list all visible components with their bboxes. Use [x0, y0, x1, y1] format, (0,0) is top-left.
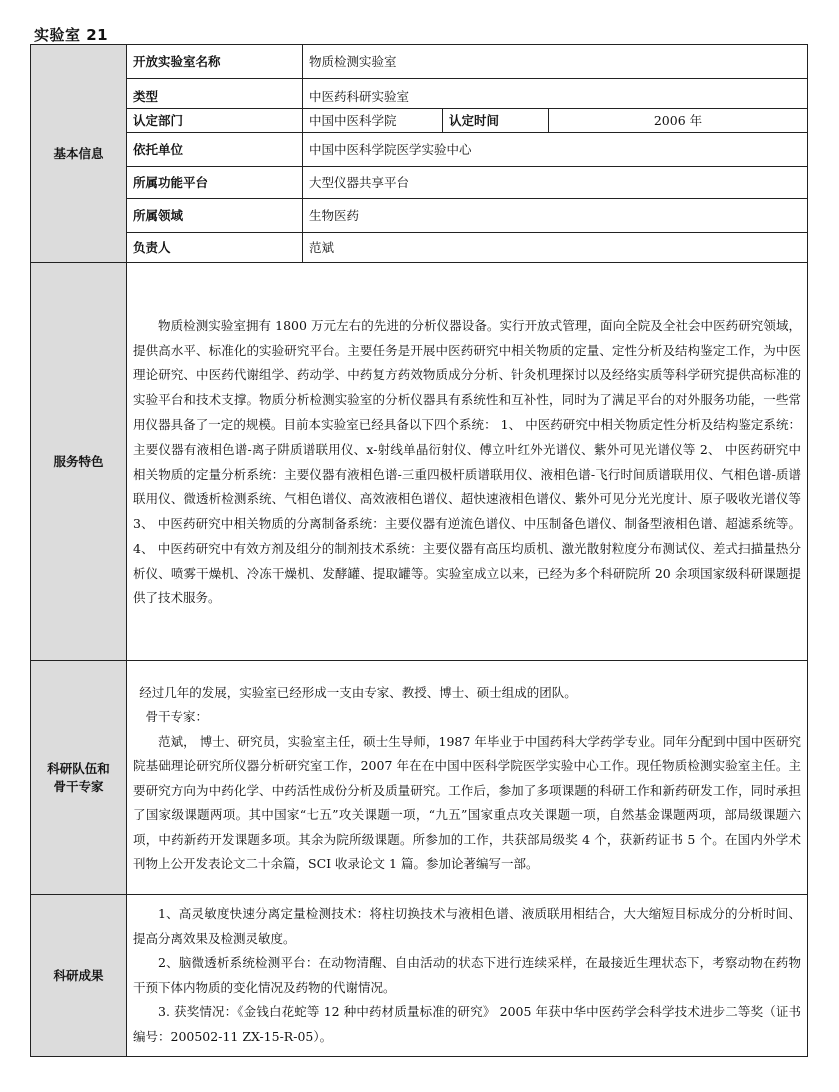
- name-label: 开放实验室名称: [127, 45, 303, 79]
- service-cell: [127, 263, 808, 661]
- row-field: [31, 199, 808, 233]
- page-title: 实验室 21: [34, 26, 109, 44]
- field-value: 生物医药: [303, 199, 808, 233]
- row-name: [31, 45, 808, 79]
- leader-label: 负责人: [127, 233, 303, 263]
- result-item: 3. 获奖情况：《金钱白花蛇等 12 种中药材质量标准的研究》 2005 年获中华中医药学会科学技术进步二等奖（证书编号：200502-11 ZX-15-R-05）。: [133, 1004, 802, 1044]
- team-label-line2: 骨干专家: [53, 778, 104, 794]
- platform-label: 所属功能平台: [127, 167, 303, 199]
- platform-value: 大型仪器共享平台: [303, 167, 808, 199]
- basic-info-section-label: 基本信息: [31, 45, 127, 263]
- row-service: [31, 263, 808, 661]
- field-label: 所属领域: [127, 199, 303, 233]
- lab-info-table: [30, 44, 808, 1057]
- dept-label: 认定部门: [127, 109, 303, 133]
- time-value: 2006 年: [549, 109, 808, 133]
- results-cell: [127, 895, 808, 1057]
- type-value: 中医药科研实验室: [303, 87, 808, 109]
- row-host: [31, 133, 808, 167]
- spacer-right: [303, 79, 808, 87]
- team-expert: 范斌， 博士、研究员，实验室主任，硕士生导师，1987 年毕业于中国药科大学药学专业。同年分配到中国中医研究院基础理论研究所仪器分析研究室工作，2007 年在在中国中医科学院医学实验中心工作。现任物质检测实验室主任。主要研究方向为中药化学、中药活性成份分析及质量研究。工作后，参加了多项课题的科研工作和新药研发工作，同时承担了国家级课题两项。其中国家“七五”攻关课题一项，“九五”国家重点攻关课题一项，自然基金课题两项，部局级课题六项，中药新药开发课题多项。其余为院所级课题。所参加的工作，共获部局级奖 4 个，获新药证书 5 个。在国内外学术刊物上公开发表论文二十余篇，SCI 收录论文 1 篇。参加论著编写一部。: [133, 733, 802, 871]
- dept-value: 中国中医科学院: [303, 109, 443, 133]
- spacer-left: [127, 79, 303, 87]
- host-value: 中国中医科学院医学实验中心: [303, 133, 808, 167]
- result-item: 2、脑微透析系统检测平台：在动物清醒、自由活动的状态下进行连续采样，在最接近生理状态下，考察动物在药物干预下体内物质的变化情况及药物的代谢情况。: [133, 955, 802, 995]
- result-item: 1、高灵敏度快速分离定量检测技术：将柱切换技术与液相色谱、液质联用相结合，大大缩短目标成分的分析时间、提高分离效果及检测灵敏度。: [133, 906, 802, 946]
- row-dept: [31, 109, 808, 133]
- team-cell: [127, 661, 808, 895]
- row-team: [31, 661, 808, 895]
- team-intro: 经过几年的发展，实验室已经形成一支由专家、教授、博士、硕士组成的团队。: [139, 684, 577, 700]
- team-section-label: [31, 661, 127, 895]
- time-label: 认定时间: [443, 109, 549, 133]
- name-value: 物质检测实验室: [303, 45, 808, 79]
- type-label: 类型: [127, 87, 303, 109]
- team-label-line1: 科研队伍和: [47, 760, 110, 776]
- service-section-label: 服务特色: [31, 263, 127, 661]
- service-text: 物质检测实验室拥有 1800 万元左右的先进的分析仪器设备。实行开放式管理，面向全院及全社会中医药研究领域，提供高水平、标准化的实验研究平台。主要任务是开展中医药研究中相关物质的定量、定性分析及结构鉴定工作，为中医理论研究、中医药代谢组学、药动学、中药复方药效物质成分分析、针灸机理探讨以及经络实质等科学研究提供高标准的实验平台和技术支撑。物质分析检测实验室的分析仪器具有系统性和互补性，同时为了满足平台的对外服务功能，一些常用仪器具备了一定的规模。目前本实验室已经具备以下四个系统： 1、 中医药研究中相关物质定性分析及结构鉴定系统：主要仪器有液相色谱-离子阱质谱联用仪、x-射线单晶衍射仪、傅立叶红外光谱仪、紫外可见光谱仪等 2、 中医药研究中相关物质的定量分析系统：主要仪器有液相色谱-三重四极杆质谱联用仪、液相色谱-飞行时间质谱联用仪、气相色谱-质谱联用仪、微透析检测系统、气相色谱仪、高效液相色谱仪、超快速液相色谱仪、紫外可见分光光度计、原子吸收光谱仪等 3、 中医药研究中相关物质的分离制备系统：主要仪器有逆流色谱仪、中压制备色谱仪、制备型液相色谱、超滤系统等。 4、 中医药研究中有效方剂及组分的制剂技术系统：主要仪器有高压均质机、激光散射粒度分布测试仪、差式扫描量热分析仪、喷雾干燥机、冷冻干燥机、发酵罐、提取罐等。实验室成立以来，已经为多个科研院所 20 余项国家级科研课题提供了技术服务。: [133, 317, 802, 606]
- row-spacer: [31, 79, 808, 87]
- row-platform: [31, 167, 808, 199]
- team-sub-heading: 骨干专家：: [145, 709, 209, 724]
- row-results: [31, 895, 808, 1057]
- leader-value: 范斌: [303, 233, 808, 263]
- row-leader: [31, 233, 808, 263]
- row-type: [31, 87, 808, 109]
- host-label: 依托单位: [127, 133, 303, 167]
- results-section-label: 科研成果: [31, 895, 127, 1057]
